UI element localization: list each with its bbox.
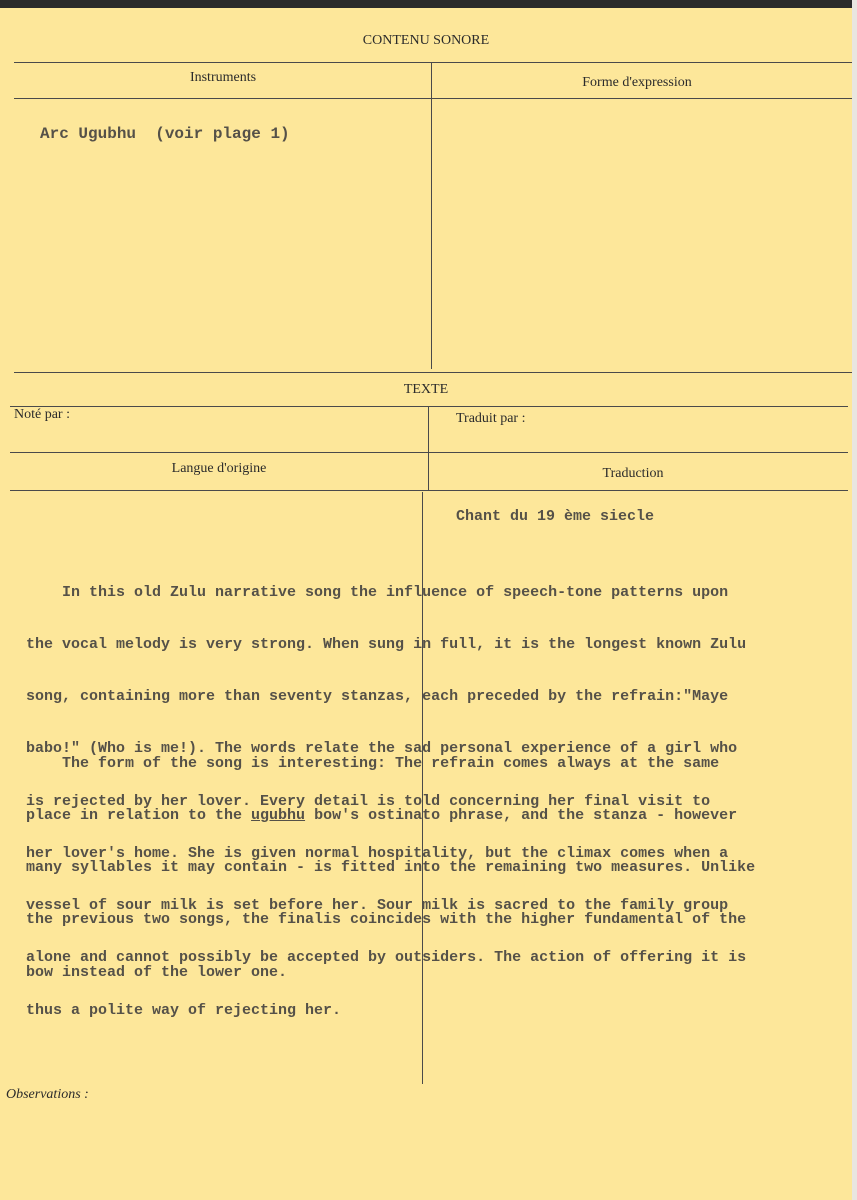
column-header-instruments: Instruments	[189, 70, 257, 85]
text-line: alone and cannot possibly be accepted by outsiders. The action of offering it is	[26, 949, 747, 967]
column-header-forme-expression: Forme d'expression	[582, 75, 692, 90]
text-line: song, containing more than seventy stanzas, each preceded by the refrain:"Maye	[26, 688, 729, 706]
column-divider	[431, 63, 432, 369]
text-line: In this old Zulu narrative song the influence of speech-tone patterns upon	[26, 583, 729, 601]
divider-line	[10, 490, 848, 491]
divider-line	[10, 406, 848, 407]
divider-line	[14, 62, 852, 63]
label-observations: Observations :	[6, 1087, 89, 1102]
divider-line	[14, 372, 852, 373]
text-line: thus a polite way of rejecting her.	[26, 1001, 342, 1019]
label-traduit-par: Traduit par :	[456, 411, 526, 426]
text-fragment: bow's ostinato phrase, and the stanza - however	[305, 807, 738, 825]
text-line: her lover's home. She is given normal hospitality, but the climax comes when a	[26, 844, 729, 862]
column-header-traduction: Traduction	[602, 466, 664, 481]
instrument-entry: Arc Ugubhu (voir plage 1)	[40, 125, 290, 143]
label-note-par: Noté par :	[14, 407, 70, 422]
text-line: is rejected by her lover. Every detail is told concerning her final visit to	[26, 792, 711, 810]
text-line: vessel of sour milk is set before her. Sour milk is sacred to the family group	[26, 897, 729, 915]
divider-line	[10, 452, 848, 453]
translation-heading: Chant du 19 ème siecle	[456, 508, 655, 525]
text-line: many syllables it may contain - is fitted into the remaining two measures. Unlike	[26, 859, 756, 877]
text-fragment: place in relation to the	[26, 807, 252, 825]
scan-right-edge	[852, 0, 857, 1200]
scan-top-border	[0, 0, 857, 8]
text-line: bow instead of the lower one.	[26, 963, 288, 981]
text-line: the vocal melody is very strong. When sung in full, it is the longest known Zulu	[26, 636, 747, 654]
typed-paragraph-2	[26, 720, 755, 1016]
text-line: babo!" (Who is me!). The words relate the sad personal experience of a girl who	[26, 740, 738, 758]
section-title-texte: TEXTE	[403, 382, 449, 397]
divider-line	[14, 98, 852, 99]
column-header-langue-origine: Langue d'origine	[171, 461, 267, 476]
section-title-contenu-sonore: CONTENU SONORE	[362, 33, 490, 48]
text-line: the previous two songs, the finalis coincides with the higher fundamental of the	[26, 911, 747, 929]
underlined-word: ugubhu	[251, 807, 306, 825]
text-line	[26, 807, 755, 824]
text-line: The form of the song is interesting: The refrain comes always at the same	[26, 754, 720, 772]
